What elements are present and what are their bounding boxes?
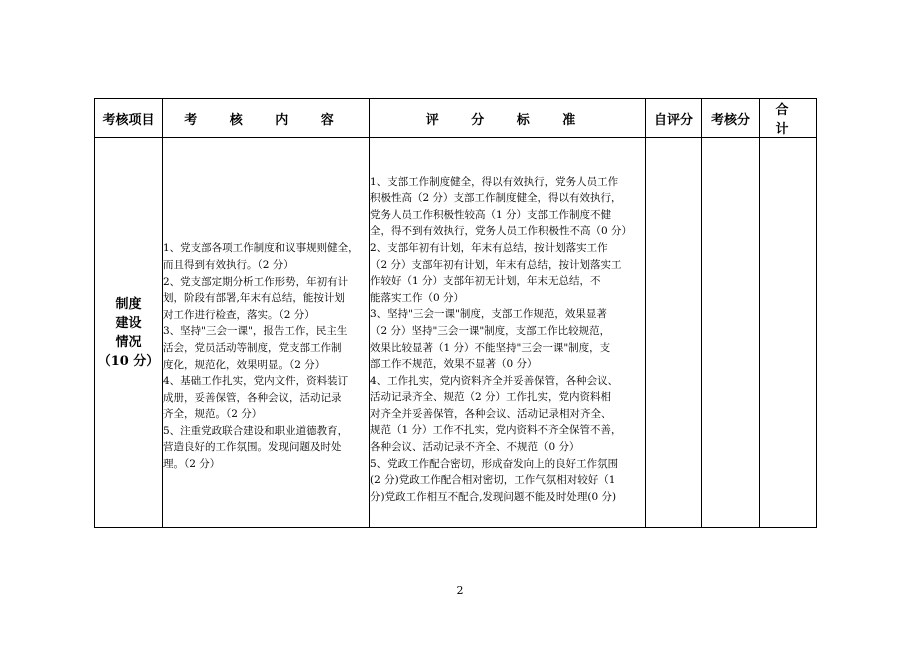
- item-cell: [95, 138, 163, 528]
- criteria-line: 分)党政工作相互不配合,发现问题不能及时处理(0 分): [370, 490, 617, 503]
- criteria-line: （2 分）坚持"三会一课"制度，支部工作比较规范，: [370, 324, 611, 337]
- criteria-line: 5、党政工作配合密切，形成奋发向上的良好工作氛围: [370, 457, 619, 470]
- item-line: 情况: [115, 334, 142, 350]
- item-line: （10 分）: [97, 353, 160, 369]
- criteria-line: 规范（1 分）工作不扎实，党内资料不齐全保管不善，: [370, 424, 622, 437]
- assessment-table: [94, 98, 817, 528]
- criteria-line: 4、工作扎实，党内资料齐全并妥善保管，各种会议、: [370, 374, 619, 387]
- criteria-line: 能落实工作（0 分）: [370, 291, 465, 304]
- item-line: 制度: [115, 296, 142, 312]
- criteria-line: 2、支部年初有计划，年末有总结，按计划落实工作: [370, 241, 608, 254]
- criteria-line: 活动记录齐全、规范（2 分）工作扎实，党内资料相: [370, 391, 612, 404]
- item-line: 建设: [115, 315, 142, 331]
- content-line: 活会，党员活动等制度，党支部工作制: [163, 341, 342, 354]
- criteria-line: 作较好（1 分）支部年初无计划，年末无总结，不: [370, 275, 601, 288]
- assess-score-cell[interactable]: [702, 138, 760, 528]
- content-line: 1、党支部各项工作制度和议事规则健全，: [163, 242, 359, 255]
- criteria-line: 效果比较显著（1 分）不能坚持"三会一课"制度，支: [370, 341, 611, 354]
- header-self-score: 自评分: [646, 99, 702, 138]
- criteria-line: 党务人员工作积极性较高（1 分）支部工作制度不健: [370, 208, 612, 221]
- self-score-cell[interactable]: [646, 138, 702, 528]
- header-assess-score: 考核分: [702, 99, 760, 138]
- content-line: 2、党支部定期分析工作形势，年初有计: [163, 275, 349, 288]
- criteria-line: 部工作不规范，效果不显著（0 分）: [370, 358, 538, 371]
- criteria-line: 全，得不到有效执行，党务人员工作积极性不高（0 分）: [370, 225, 633, 238]
- header-content: 考 核 内 容: [163, 99, 370, 138]
- header-item: 考核项目: [95, 99, 163, 138]
- content-line: 理。（2 分）: [163, 458, 221, 471]
- content-line: 度化，规范化，效果明显。（2 分）: [163, 358, 326, 371]
- content-line: 齐全，规范。（2 分）: [163, 408, 263, 421]
- header-row: [95, 99, 817, 138]
- content-line: 成册，妥善保管，各种会议，活动记录: [163, 391, 342, 404]
- header-criteria: 评 分 标 准: [370, 99, 646, 138]
- content-line: 对工作进行检查，落实。（2 分）: [163, 308, 315, 321]
- criteria-line: 3、坚持"三会一课"制度，支部工作规范，效果显著: [370, 308, 607, 321]
- content-line: 营造良好的工作氛围。发现问题及时处: [163, 441, 342, 454]
- content-line: 而且得到有效执行。（2 分）: [163, 258, 294, 271]
- criteria-cell: [370, 138, 646, 528]
- criteria-line: 1、支部工作制度健全，得以有效执行，党务人员工作: [370, 175, 619, 188]
- header-total: 合 计: [760, 99, 817, 138]
- content-line: 4、基础工作扎实，党内文件，资料装订: [163, 375, 349, 388]
- criteria-line: 对齐全并妥善保管，各种会议、活动记录相对齐全、: [370, 407, 612, 420]
- criteria-line: 积极性高（2 分）支部工作制度健全，得以有效执行，: [370, 192, 622, 205]
- content-line: 5、注重党政联合建设和职业道德教育，: [163, 424, 349, 437]
- table-row: [95, 138, 817, 528]
- criteria-line: (2 分)党政工作配合相对密切，工作气氛相对较好（1: [370, 474, 616, 487]
- criteria-line: （2 分）支部年初有计划，年末有总结，按计划落实工: [370, 258, 622, 271]
- content-cell: [163, 138, 370, 528]
- total-cell[interactable]: [760, 138, 817, 528]
- content-line: 划，阶段有部署,年末有总结，能按计划: [163, 292, 345, 305]
- content-line: 3、坚持"三会一课"，报告工作，民主生: [163, 325, 348, 338]
- page-number: 2: [456, 584, 464, 597]
- criteria-line: 各种会议、活动记录不齐全、不规范（0 分）: [370, 441, 580, 454]
